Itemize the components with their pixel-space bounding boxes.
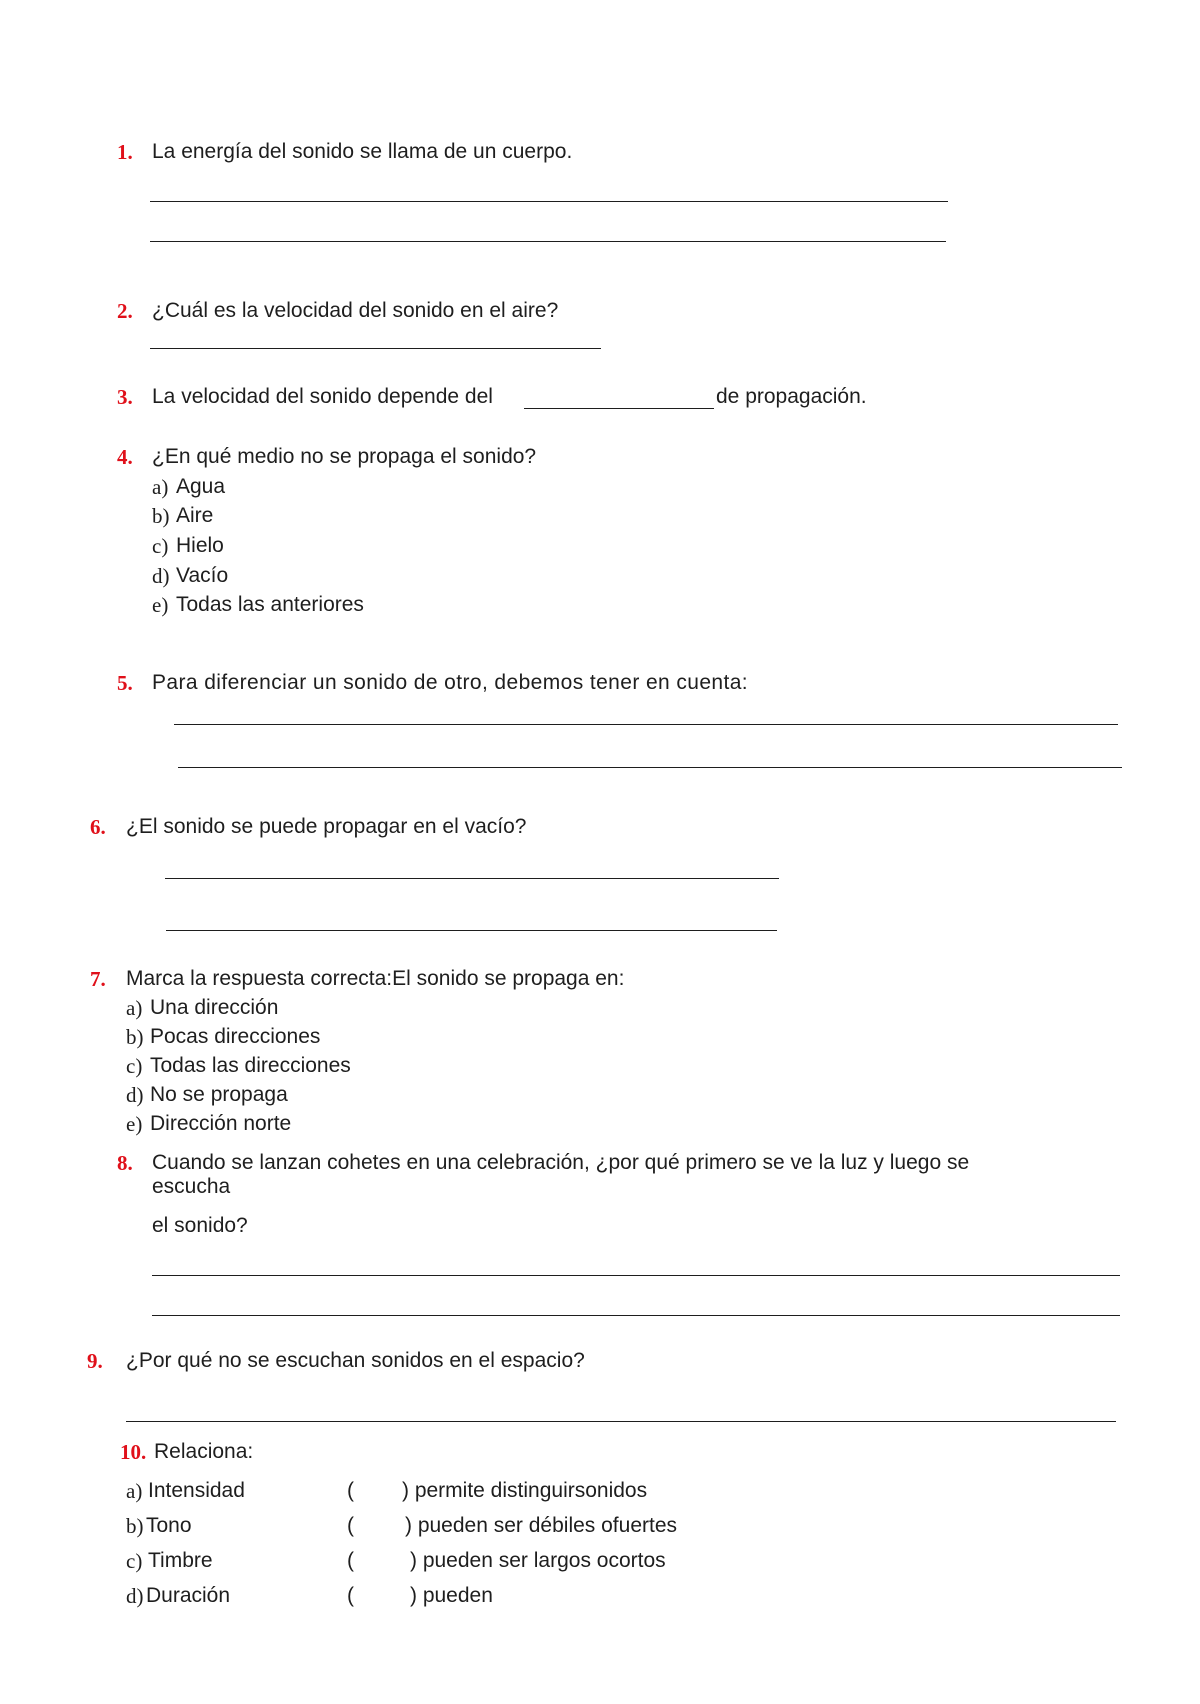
question-text: ¿Cuál es la velocidad del sonido en el aire? [152,299,559,322]
question-text: ¿Por qué no se escuchan sonidos en el espacio? [126,1349,585,1372]
option-text: Dirección norte [150,1112,292,1135]
match-term: Timbre [148,1549,213,1572]
question-number: 1. [117,140,133,164]
option-text: Pocas direcciones [150,1025,321,1048]
question-text: La energía del sonido se llama de un cuerpo. [152,140,573,163]
match-paren[interactable]: ( [347,1584,354,1607]
option-letter: c) [126,1054,143,1078]
option-text: Todas las direcciones [150,1054,351,1077]
answer-line[interactable] [150,348,601,349]
option-letter: e) [152,593,169,617]
question-text-line1: Cuando se lanzan cohetes en una celebración, ¿por qué primero se ve la luz y luego se [152,1151,970,1174]
match-letter: c) [126,1549,143,1573]
option-text: Hielo [176,534,224,557]
match-paren[interactable]: ( [347,1479,354,1502]
match-term: Duración [146,1584,231,1607]
option-letter: a) [126,996,143,1020]
option-letter: b) [152,504,170,528]
answer-line[interactable] [174,724,1118,725]
question-text-line2: escucha [152,1175,231,1198]
answer-line[interactable] [152,1315,1120,1316]
question-number: 5. [117,671,133,695]
match-paren[interactable]: ( [347,1514,354,1537]
question-number: 10. [120,1440,147,1464]
match-term: Intensidad [148,1479,245,1502]
option-letter: e) [126,1112,143,1136]
match-term: Tono [146,1514,192,1537]
question-text: Marca la respuesta correcta:El sonido se propaga en: [126,967,625,990]
question-text-line3: el sonido? [152,1214,248,1237]
question-number: 9. [87,1349,103,1373]
question-number: 4. [117,445,133,469]
option-text: No se propaga [150,1083,288,1106]
match-letter: b) [126,1514,144,1538]
option-text: Aire [176,504,214,527]
match-letter: a) [126,1479,143,1503]
answer-line[interactable] [126,1421,1116,1422]
match-description: ) pueden ser largos ocortos [410,1549,666,1572]
question-text: Para diferenciar un sonido de otro, debemos tener en cuenta: [152,671,749,694]
option-text: Vacío [176,564,229,587]
match-letter: d) [126,1584,144,1608]
match-description: ) pueden ser débiles ofuertes [405,1514,678,1537]
fill-blank-line[interactable] [524,408,714,409]
question-number: 7. [90,967,106,991]
answer-line[interactable] [150,241,946,242]
answer-line[interactable] [150,201,948,202]
match-description: ) pueden [410,1584,493,1607]
question-text: ¿En qué medio no se propaga el sonido? [152,445,537,468]
option-letter: b) [126,1025,144,1049]
question-number: 6. [90,815,106,839]
option-letter: c) [152,534,169,558]
option-letter: d) [126,1083,144,1107]
question-text-before: La velocidad del sonido depende del [152,385,493,408]
answer-line[interactable] [178,767,1122,768]
question-text-after: de propagación. [716,385,867,408]
option-text: Agua [176,475,226,498]
answer-line[interactable] [165,878,779,879]
question-number: 8. [117,1151,133,1175]
question-text: Relaciona: [154,1440,254,1463]
answer-line[interactable] [152,1275,1120,1276]
question-number: 2. [117,299,133,323]
option-text: Una dirección [150,996,279,1019]
match-description: ) permite distinguirsonidos [402,1479,648,1502]
match-paren[interactable]: ( [347,1549,354,1572]
answer-line[interactable] [166,930,777,931]
question-number: 3. [117,385,133,409]
option-letter: a) [152,475,169,499]
question-text: ¿El sonido se puede propagar en el vacío? [126,815,527,838]
option-text: Todas las anteriores [176,593,364,616]
option-letter: d) [152,564,170,588]
